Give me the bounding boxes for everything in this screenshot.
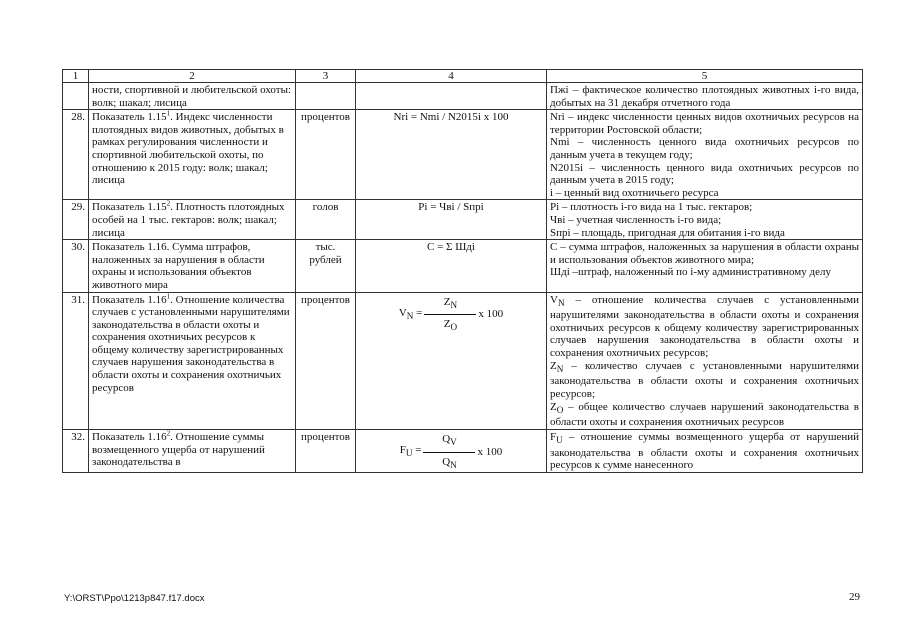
table-row-28 bbox=[63, 110, 863, 200]
row-number: 28. bbox=[63, 110, 89, 200]
row-number: 32. bbox=[63, 430, 89, 473]
fraction-bar bbox=[423, 452, 475, 453]
header-cell: 2 bbox=[89, 70, 296, 83]
row-number: 31. bbox=[63, 292, 89, 430]
table-header-row bbox=[63, 70, 863, 83]
unit-cell: тыс. рублей bbox=[296, 240, 356, 292]
description-cell: Pi – плотность i-го вида на 1 тыс. гектаров; Чвi – учетная численность i-го вида; Sпрi – площадь, пригодная для обитания i-го вида bbox=[547, 200, 863, 240]
table-row-29 bbox=[63, 200, 863, 240]
unit-cell: процентов bbox=[296, 292, 356, 430]
formula-cell: Nri = Nmi / N2015i x 100 bbox=[356, 110, 547, 200]
table-row-31 bbox=[63, 292, 863, 430]
header-cell: 3 bbox=[296, 70, 356, 83]
fraction-formula: $F_U$ = $Q_V$ $Q_N$ x 100 bbox=[399, 433, 503, 470]
indicator-name-cell: ности, спортивной и любительской охоты: волк; шакал; лисица bbox=[89, 83, 296, 110]
description-cell: $F_U$ – отношение суммы возмещенного ущерба от нарушений законодательства в области охоты и сохранения охотничьих ресурсов к сумме нанесенного bbox=[547, 430, 863, 473]
formula-cell bbox=[356, 430, 547, 473]
table-row-continuation bbox=[63, 83, 863, 110]
indicator-name-cell: Показатель 1.16$^1$. Отношение количества случаев с установленными нарушителями законодательства в области охоты и сохранения охотничьих ресурсов к общему количеству зарегистрированных случаев нарушения законодательства в области охоты и сохранения охотничьих ресурсов bbox=[89, 292, 296, 430]
fraction-formula: $V_N$ = $Z_N$ $Z_O$ x 100 bbox=[398, 295, 504, 333]
formula-cell bbox=[356, 292, 547, 430]
indicator-table bbox=[62, 69, 863, 473]
description-cell: Nri – индекс численности ценных видов охотничьих ресурсов на территории Ростовской области; Nmi – численность ценного вида охотничьих ресурсов по данным учета в текущем году; N2015i – численность ценного вида охотничьих ресурсов по данным учета в 2015 году; i – ценный вид охотничьего ресурса bbox=[547, 110, 863, 200]
unit-cell: процентов bbox=[296, 110, 356, 200]
indicator-name-cell: Показатель 1.16$^2$. Отношение суммы возмещенного ущерба от нарушений законодательства в bbox=[89, 430, 296, 473]
file-path-footer: Y:\ORST\Ppo\1213p847.f17.docx bbox=[64, 593, 205, 604]
unit-cell: процентов bbox=[296, 430, 356, 473]
header-cell: 1 bbox=[63, 70, 89, 83]
description-cell: Пжi – фактическое количество плотоядных животных i-го вида, добытых на 31 декабря отчетного года bbox=[547, 83, 863, 110]
row-number: 29. bbox=[63, 200, 89, 240]
formula-cell: Pi = Чвi / Sпрi bbox=[356, 200, 547, 240]
table-row-30 bbox=[63, 240, 863, 292]
header-cell: 5 bbox=[547, 70, 863, 83]
description-cell: $V_N$ – отношение количества случаев с установленными нарушителями законодательства в области охоты и сохранения охотничьих ресурсов к общему количеству зарегистрированных случаев нарушения законодательства в области охоты и сохранения охотничьих ресурсов; $Z_N$ – количество случаев с установленными нарушителями законодательства в области охоты и сохранения охотничьих ресурсов; $Z_O$ – общее количество случаев нарушений законодательства в области охоты и сохранения охотничьих ресурсов bbox=[547, 292, 863, 430]
formula-cell: С = Σ Шдi bbox=[356, 240, 547, 292]
header-cell: 4 bbox=[356, 70, 547, 83]
table-row-32 bbox=[63, 430, 863, 473]
indicator-name-cell: Показатель 1.16. Сумма штрафов, наложенных за нарушения в области охраны и использования объектов животного мира bbox=[89, 240, 296, 292]
page-number: 29 bbox=[849, 591, 860, 603]
indicator-name-cell: Показатель 1.15$^1$. Индекс численности плотоядных видов животных, добытых в рамках регулирования численности и спортивной любительской охоты, по отношению к 2015 году: волк; шакал; лисица bbox=[89, 110, 296, 200]
unit-cell: голов bbox=[296, 200, 356, 240]
indicator-name-cell: Показатель 1.15$^2$. Плотность плотоядных особей на 1 тыс. гектаров: волк; шакал; лисица bbox=[89, 200, 296, 240]
row-number: 30. bbox=[63, 240, 89, 292]
fraction-bar bbox=[424, 314, 476, 315]
description-cell: С – сумма штрафов, наложенных за нарушения в области охраны и использования объектов животного мира; Шдi –штраф, наложенный по i-му административному делу bbox=[547, 240, 863, 292]
